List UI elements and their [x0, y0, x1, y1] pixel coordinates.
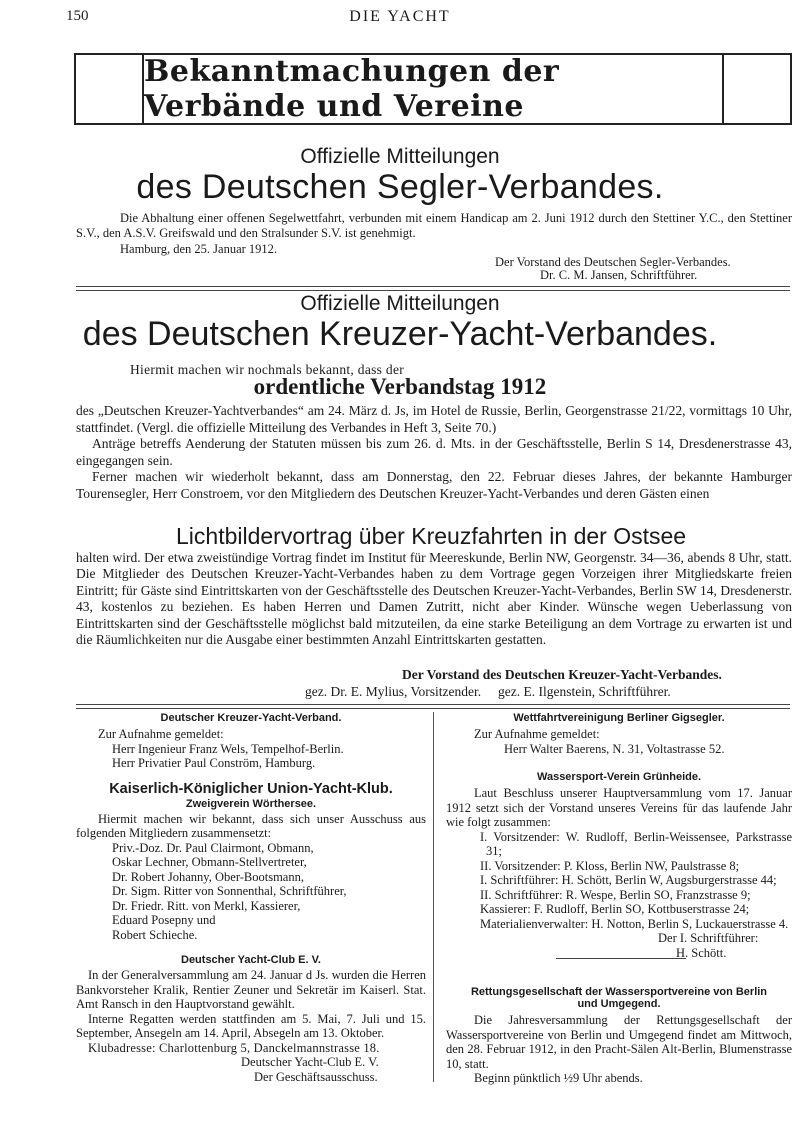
wbg-line: Zur Aufnahme gemeldet: — [474, 727, 600, 741]
dkyv-line: Zur Aufnahme gemeldet: — [98, 727, 224, 741]
banner-title: Bekanntmachungen der Verbände und Vereine — [144, 54, 560, 124]
right-column — [446, 712, 792, 1086]
kk-subheading: Zweigverein Wörthersee. — [185, 797, 317, 810]
kreuzer-p2: Anträge betreffs Aenderung der Statuten müssen bis zum 26. d. Mts. in der Geschäftsstelle, Berlin S 14, Dresdenerstrasse 43, eingegangen sein. — [76, 436, 792, 468]
divider — [76, 286, 790, 291]
wg-signature-name: H. Schött. — [676, 945, 727, 960]
kk-intro: Hiermit machen wir bekannt, dass sich unser Ausschuss aus folgenden Mitgliedern zusammensetzt: — [76, 811, 426, 840]
dyc-heading: Deutscher Yacht-Club E. V. — [181, 954, 321, 966]
page-number: 150 — [66, 8, 89, 24]
short-divider — [556, 958, 686, 959]
kk-member: Dr. Robert Johanny, Ober-Bootsmann, — [112, 869, 304, 884]
segler-body: Die Abhaltung einer offenen Segelwettfahrt, verbunden mit einem Handicap am 2. Juni 1912 durch den Stettiner Y.C., den Stettiner S.V., den A.S.V. Greifswald und den Stralsunder S.V. ist genehmigt. — [76, 211, 792, 240]
kk-member: Dr. Friedr. Ritt. von Merkl, Kassierer, — [112, 898, 301, 913]
rg-start-time: Beginn pünktlich ½9 Uhr abends. — [474, 1071, 643, 1085]
segler-signature-name: Dr. C. M. Jansen, Schriftführer. — [540, 268, 698, 282]
segler-title: des Deutschen Segler-Verbandes. — [136, 168, 664, 206]
kreuzer-title: des Deutschen Kreuzer-Yacht-Verbandes. — [82, 315, 718, 353]
kreuzer-signature-board: Der Vorstand des Deutschen Kreuzer-Yacht-Verbandes. — [402, 667, 722, 682]
verbandstag-headline: ordentliche Verbandstag 1912 — [253, 374, 547, 399]
kreuzer-p3: Ferner machen wir wiederholt bekannt, dass am Donnerstag, den 22. Februar dieses Jahres, der bekannte Hamburger Tourensegler, Herr Constroem, vor den Mitgliedern des Deutschen Kreuzer-Yacht-Verbandes und deren Gästen einen — [76, 469, 792, 501]
kreuzer-signature-names: gez. Dr. E. Mylius, Vorsitzender. gez. E. Ilgenstein, Schriftführer. — [305, 684, 671, 699]
dyc-signature-club: Deutscher Yacht-Club E. V. — [241, 1055, 379, 1069]
kreuzer-p4: halten wird. Der etwa zweistündige Vortrag findet im Institut für Meereskunde, Berlin NW, Georgenstr. 34—36, abends 8 Uhr, statt. Die Mitglieder des Deutschen Kreuzer-Yacht-Verbandes haben zu dem Vortrage gegen Vorzeigen ihrer Mitgliedskarte freien Eintritt; für Gäste sind Eintrittskarten von der Geschäftsstelle des Deutschen Kreuzer-Yacht-Verbandes, Berlin SW 14, Dresdenerstr. 43, kostenlos zu beziehen. Es haben Herren und Damen Zutritt, nicht aber Kinder. Wünsche wegen Ueberlassung von Eintrittskarten sind der Geschäftsstelle möglichst bald mitzuteilen, da eine starke Beteiligung an dem Vortrage zu erwarten ist und die Räumlichkeiten nur die Ausgabe einer bestimmten Anzahl Eintrittskarten gestatten. — [76, 550, 792, 648]
banner-center-box — [142, 55, 724, 123]
rg-paragraph: Die Jahresversammlung der Rettungsgesellschaft der Wassersportvereine von Berlin und Umgegend findet am Mittwoch, den 28. Februar 1912, in den Pracht-Sälen Alt-Berlin, Blumenstrasse 10, statt. — [446, 1013, 792, 1071]
kk-member: Robert Schieche. — [112, 927, 198, 942]
wg-heading: Wassersport-Verein Grünheide. — [536, 771, 702, 783]
kk-heading: Kaiserlich-Königlicher Union-Yacht-Klub. — [109, 780, 393, 797]
wg-board-line: Materialienverwalter: H. Notton, Berlin S, Luckauerstrasse 4. — [480, 916, 789, 931]
dyc-address: Klubadresse: Charlottenburg 5, Danckelmannstrasse 18. — [88, 1040, 380, 1055]
kk-member: Oskar Lechner, Obmann-Stellvertreter, — [112, 855, 307, 869]
segler-signature-board: Der Vorstand des Deutschen Segler-Verbandes. — [495, 255, 731, 269]
dkyv-heading: Deutscher Kreuzer-Yacht-Verband. — [160, 712, 342, 724]
wg-signature-title: Der I. Schriftführer: — [658, 931, 759, 945]
dkyv-line: Herr Ingenieur Franz Wels, Tempelhof-Berlin. — [112, 741, 344, 756]
segler-place-date: Hamburg, den 25. Januar 1912. — [120, 242, 278, 256]
kreuzer-p1: des „Deutschen Kreuzer-Yachtverbandes“ am 24. März d. Js, im Hotel de Russie, Berlin, Georgenstrasse 21/22, vormittags 10 Uhr, stattfindet. (Vergl. die offizielle Mitteilung des Verbandes in Heft 3, Seite 70.) — [76, 403, 792, 435]
wbg-heading: Wettfahrtvereinigung Berliner Gigsegler. — [513, 712, 725, 724]
dyc-signature-committee: Der Geschäftsausschuss. — [254, 1069, 378, 1084]
wbg-line: Herr Walter Baerens, N. 31, Voltastrasse 52. — [504, 741, 725, 756]
kreuzer-kicker: Offizielle Mitteilungen — [300, 292, 500, 315]
dkyv-line: Herr Privatier Paul Conström, Hamburg. — [112, 756, 316, 770]
wg-board-line: I. Vorsitzender: W. Rudloff, Berlin-Weissensee, Parkstrasse 31; — [480, 829, 792, 858]
lichtbilder-headline: Lichtbildervortrag über Kreuzfahrten in der Ostsee — [176, 523, 687, 549]
wg-board-line: II. Vorsitzender: P. Kloss, Berlin NW, Paulstrasse 8; — [480, 858, 740, 873]
dyc-p2: Interne Regatten werden stattfinden am 5. Mai, 7. Juli und 15. September, Ansegeln am 14. April, Absegeln am 13. Oktober. — [76, 1011, 426, 1040]
rg-heading-2: und Umgegend. — [577, 998, 661, 1010]
journal-title: DIE YACHT — [349, 8, 451, 25]
wg-board-line: Kassierer: F. Rudloff, Berlin SO, Kottbuserstrasse 24; — [480, 902, 750, 916]
wg-board-line: I. Schriftführer: H. Schött, Berlin W, Augsburgerstrasse 44; — [480, 873, 777, 887]
divider — [76, 704, 790, 709]
rg-heading: Rettungsgesellschaft der Wassersportvereine von Berlin — [470, 986, 768, 998]
kk-member: Dr. Sigm. Ritter von Sonnenthal, Schriftführer, — [112, 884, 347, 898]
kk-member: Priv.-Doz. Dr. Paul Clairmont, Obmann, — [112, 840, 314, 855]
wg-intro: Laut Beschluss unserer Hauptversammlung vom 17. Januar 1912 setzt sich der Vorstand unseres Vereins für das laufende Jahr wie folgt zusammen: — [446, 786, 792, 829]
wg-board-line: II. Schriftführer: R. Wespe, Berlin SO, Franzstrasse 9; — [480, 887, 751, 902]
segler-kicker: Offizielle Mitteilungen — [300, 145, 500, 168]
dyc-p1: In der Generalversammlung am 24. Januar d Js. wurden die Herren Bankvorsteher Kralik, Rentier Zeuner und Sekretär im Kaiserl. Stat. Amt Ransch in den Hauptvorstand gewählt. — [76, 968, 426, 1011]
left-column — [76, 712, 426, 1084]
section-banner — [74, 53, 792, 125]
column-divider — [433, 712, 434, 1082]
kreuzer-intro: Hiermit machen wir nochmals bekannt, dass der — [130, 362, 405, 377]
kk-member: Eduard Posepny und — [112, 913, 216, 927]
